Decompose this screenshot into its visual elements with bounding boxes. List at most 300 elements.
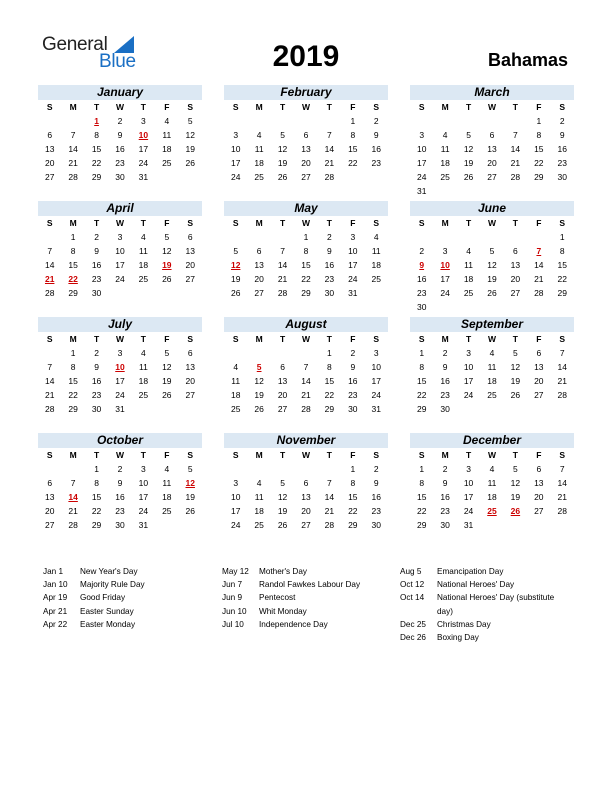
day-cell: 18 xyxy=(463,274,474,284)
day-cell: 9 xyxy=(442,478,448,488)
day-cell xyxy=(504,518,527,532)
day-cell xyxy=(155,170,178,184)
day-cell: 7 xyxy=(47,362,53,372)
day-cell: 20 xyxy=(487,158,497,168)
week-row xyxy=(38,272,202,286)
week-row xyxy=(224,230,388,244)
day-cell: 18 xyxy=(230,390,241,400)
day-cell: 19 xyxy=(277,158,288,168)
day-cell: 10 xyxy=(115,246,125,256)
month-calendar xyxy=(224,201,388,300)
weekday-label: S xyxy=(373,450,380,460)
holiday-name: Good Friday xyxy=(80,593,126,603)
day-cell: 5 xyxy=(164,348,170,358)
weekday-label: T xyxy=(93,102,100,112)
weekday-label: W xyxy=(487,450,496,460)
week-row xyxy=(410,388,574,402)
day-cell: 7 xyxy=(327,478,332,488)
day-cell: 16 xyxy=(91,376,102,386)
day-cell: 18 xyxy=(487,492,497,502)
day-cell: 21 xyxy=(324,506,335,516)
day-cell: 14 xyxy=(68,144,78,154)
day-cell xyxy=(551,402,574,416)
holiday-date: Jun 9 xyxy=(222,593,243,603)
day-cell: 16 xyxy=(557,144,567,154)
week-row xyxy=(224,402,388,416)
day-cell: 15 xyxy=(68,376,78,386)
day-cell: 17 xyxy=(371,376,381,386)
day-cell: 16 xyxy=(91,260,102,270)
month-header: September xyxy=(410,317,574,332)
day-cell xyxy=(527,300,550,314)
holiday-name: Independence Day xyxy=(259,619,328,629)
weekday-label: S xyxy=(46,102,53,112)
day-cell xyxy=(224,230,247,244)
weekday-label: S xyxy=(46,218,53,228)
holiday-entry xyxy=(43,605,208,618)
month-header: August xyxy=(224,317,388,332)
day-cell: 13 xyxy=(534,478,544,488)
day-cell: 21 xyxy=(68,158,78,168)
weekday-label: W xyxy=(487,334,496,344)
day-cell: 26 xyxy=(487,288,497,298)
holiday-day-cell: 7 xyxy=(536,246,542,256)
holiday-entry xyxy=(222,565,402,578)
day-cell: 27 xyxy=(44,520,55,530)
day-cell: 24 xyxy=(230,520,241,530)
month-calendar xyxy=(224,433,388,532)
day-cell: 13 xyxy=(185,246,195,256)
month-header: January xyxy=(38,85,202,100)
day-cell: 3 xyxy=(233,130,239,140)
day-cell: 9 xyxy=(117,130,123,140)
day-cell: 12 xyxy=(277,144,288,154)
day-cell: 31 xyxy=(463,520,474,530)
day-cell: 11 xyxy=(487,362,497,372)
day-cell: 10 xyxy=(416,144,427,154)
day-cell: 28 xyxy=(324,520,335,530)
holiday-name: Emancipation Day xyxy=(437,567,504,576)
week-row xyxy=(38,388,202,402)
day-cell: 8 xyxy=(94,130,99,140)
day-cell: 26 xyxy=(162,390,172,400)
weekday-label: F xyxy=(536,450,542,460)
day-cell: 28 xyxy=(557,390,567,400)
day-cell: 15 xyxy=(348,492,358,502)
holiday-day-cell: 9 xyxy=(419,260,425,270)
day-cell: 23 xyxy=(115,158,125,168)
day-cell: 18 xyxy=(440,158,450,168)
day-cell xyxy=(271,230,294,244)
week-row xyxy=(410,300,574,314)
day-cell: 3 xyxy=(373,348,379,358)
day-cell: 2 xyxy=(559,116,565,126)
weekday-label: M xyxy=(255,102,263,112)
day-cell: 9 xyxy=(94,246,99,256)
day-cell: 23 xyxy=(324,274,335,284)
holiday-name: Easter Monday xyxy=(80,619,136,629)
holiday-entry xyxy=(400,618,572,631)
day-cell: 19 xyxy=(463,158,474,168)
day-cell: 28 xyxy=(68,172,78,182)
holiday-entry xyxy=(222,591,402,604)
day-cell: 26 xyxy=(463,172,474,182)
week-row xyxy=(38,490,202,504)
weekday-label: W xyxy=(115,334,124,344)
weekday-label: F xyxy=(350,450,356,460)
day-cell: 1 xyxy=(419,348,425,358)
day-cell: 27 xyxy=(44,172,55,182)
weekday-row xyxy=(410,448,574,462)
day-cell: 9 xyxy=(94,362,99,372)
month-header: December xyxy=(410,433,574,448)
day-cell: 2 xyxy=(94,348,99,358)
day-cell: 24 xyxy=(463,390,474,400)
weekday-label: S xyxy=(232,450,239,460)
day-cell xyxy=(480,114,503,128)
day-cell: 11 xyxy=(371,246,381,256)
day-cell: 9 xyxy=(350,362,356,372)
day-cell: 6 xyxy=(303,478,309,488)
day-cell xyxy=(433,300,456,314)
day-cell: 28 xyxy=(44,404,55,414)
holiday-name: Boxing Day xyxy=(437,633,479,643)
weekday-label: M xyxy=(255,218,263,228)
day-cell xyxy=(132,402,155,416)
day-cell: 29 xyxy=(534,172,544,182)
weekday-label: F xyxy=(164,450,170,460)
day-cell: 22 xyxy=(324,390,335,400)
day-cell: 8 xyxy=(559,246,565,256)
day-cell: 23 xyxy=(557,158,567,168)
day-cell: 25 xyxy=(487,390,497,400)
holiday-day-cell: 19 xyxy=(162,260,172,270)
day-cell xyxy=(504,184,527,198)
day-cell: 14 xyxy=(510,144,521,154)
day-cell: 11 xyxy=(138,246,148,256)
day-cell: 27 xyxy=(534,506,544,516)
day-cell xyxy=(271,346,294,360)
weekday-label: F xyxy=(350,334,356,344)
day-cell: 20 xyxy=(277,390,288,400)
day-cell: 2 xyxy=(350,348,356,358)
day-cell xyxy=(224,462,247,476)
day-cell: 11 xyxy=(231,376,241,386)
day-cell: 24 xyxy=(463,506,474,516)
day-cell xyxy=(457,114,480,128)
day-cell: 4 xyxy=(164,116,170,126)
day-cell: 8 xyxy=(70,246,76,256)
day-cell xyxy=(480,300,503,314)
day-cell: 30 xyxy=(324,288,335,298)
day-cell: 7 xyxy=(70,130,76,140)
day-cell: 10 xyxy=(371,362,381,372)
weekday-label: M xyxy=(255,334,263,344)
day-cell: 29 xyxy=(91,520,102,530)
day-cell: 27 xyxy=(487,172,497,182)
day-cell: 25 xyxy=(371,274,381,284)
day-cell xyxy=(457,230,480,244)
week-row xyxy=(224,518,388,532)
holiday-day-cell: 10 xyxy=(138,130,149,140)
day-cell: 30 xyxy=(115,520,125,530)
day-cell xyxy=(271,462,294,476)
day-cell: 22 xyxy=(348,158,358,168)
weekday-label: W xyxy=(301,218,310,228)
day-cell: 12 xyxy=(510,362,521,372)
day-cell: 14 xyxy=(557,478,567,488)
month-header: July xyxy=(38,317,202,332)
weekday-label: T xyxy=(512,218,518,228)
day-cell xyxy=(294,346,317,360)
week-row xyxy=(224,244,388,258)
holiday-column xyxy=(400,565,572,644)
week-row xyxy=(38,258,202,272)
day-cell: 27 xyxy=(185,390,195,400)
day-cell: 30 xyxy=(115,172,125,182)
week-row xyxy=(224,490,388,504)
day-cell: 23 xyxy=(371,158,381,168)
weekday-label: S xyxy=(187,450,194,460)
day-cell: 11 xyxy=(162,130,172,140)
day-cell: 2 xyxy=(373,464,379,474)
weekday-label: M xyxy=(69,218,77,228)
day-cell: 4 xyxy=(442,130,448,140)
day-cell: 22 xyxy=(416,390,427,400)
weekday-label: S xyxy=(46,334,53,344)
day-cell: 17 xyxy=(463,376,474,386)
day-cell: 12 xyxy=(277,492,288,502)
week-row xyxy=(38,374,202,388)
weekday-label: S xyxy=(373,334,380,344)
weekday-row xyxy=(38,100,202,114)
week-row xyxy=(38,476,202,490)
day-cell: 2 xyxy=(117,116,123,126)
day-cell xyxy=(527,184,550,198)
weekday-label: T xyxy=(279,450,286,460)
day-cell: 15 xyxy=(416,376,427,386)
week-row xyxy=(224,142,388,156)
holiday-name: National Heroes' Day (substitute day) xyxy=(437,593,555,616)
day-cell: 3 xyxy=(442,246,448,256)
weekday-label: T xyxy=(465,334,472,344)
holiday-entry xyxy=(222,605,402,618)
day-cell: 4 xyxy=(141,348,146,358)
day-cell: 17 xyxy=(230,506,241,516)
week-row xyxy=(410,360,574,374)
day-cell: 26 xyxy=(277,520,288,530)
weekday-label: S xyxy=(187,102,194,112)
day-cell: 13 xyxy=(254,260,264,270)
day-cell: 22 xyxy=(557,274,567,284)
day-cell: 11 xyxy=(162,478,172,488)
holiday-date: Dec 25 xyxy=(400,619,426,629)
day-cell xyxy=(247,462,270,476)
weekday-label: F xyxy=(350,218,356,228)
weekday-label: T xyxy=(465,102,472,112)
weekday-row xyxy=(224,448,388,462)
day-cell xyxy=(247,230,270,244)
month-calendar xyxy=(410,433,574,532)
weekday-row xyxy=(38,448,202,462)
day-cell: 3 xyxy=(350,232,356,242)
day-cell: 22 xyxy=(91,506,102,516)
holiday-column xyxy=(222,565,402,631)
week-row xyxy=(410,184,574,198)
day-cell: 26 xyxy=(277,172,288,182)
day-cell: 2 xyxy=(117,464,123,474)
month-calendar xyxy=(38,201,202,300)
day-cell: 23 xyxy=(440,390,450,400)
day-cell: 4 xyxy=(466,246,471,256)
day-cell: 26 xyxy=(510,390,521,400)
holiday-entry xyxy=(400,631,572,644)
logo-general-text: General xyxy=(42,34,108,55)
day-cell: 13 xyxy=(510,260,521,270)
weekday-label: T xyxy=(140,218,146,228)
holiday-date: Apr 22 xyxy=(43,619,68,629)
weekday-label: T xyxy=(93,450,100,460)
weekday-row xyxy=(410,332,574,346)
day-cell xyxy=(504,300,527,314)
day-cell: 3 xyxy=(117,348,123,358)
day-cell xyxy=(61,462,84,476)
day-cell: 19 xyxy=(510,492,521,502)
month-header: May xyxy=(224,201,388,216)
day-cell: 6 xyxy=(256,246,262,256)
weekday-label: T xyxy=(512,102,518,112)
day-cell: 5 xyxy=(187,464,193,474)
day-cell: 11 xyxy=(254,144,264,154)
holiday-date: Oct 12 xyxy=(400,580,425,590)
day-cell: 26 xyxy=(185,158,195,168)
week-row xyxy=(410,504,574,518)
week-row xyxy=(224,114,388,128)
week-row xyxy=(224,462,388,476)
day-cell: 12 xyxy=(162,246,172,256)
week-row xyxy=(38,128,202,142)
day-cell: 4 xyxy=(373,232,379,242)
day-cell: 25 xyxy=(162,158,172,168)
holiday-day-cell: 12 xyxy=(230,260,241,270)
week-row xyxy=(410,490,574,504)
day-cell xyxy=(480,230,503,244)
week-row xyxy=(224,476,388,490)
day-cell: 10 xyxy=(138,478,149,488)
day-cell: 17 xyxy=(230,158,241,168)
holiday-date: Oct 14 xyxy=(400,593,425,603)
day-cell: 31 xyxy=(371,404,381,414)
weekday-label: T xyxy=(326,334,332,344)
day-cell: 4 xyxy=(256,478,262,488)
day-cell: 30 xyxy=(91,404,102,414)
day-cell: 11 xyxy=(138,362,148,372)
day-cell: 16 xyxy=(115,144,125,154)
day-cell xyxy=(155,286,178,300)
day-cell: 6 xyxy=(513,246,518,256)
day-cell: 5 xyxy=(466,130,471,140)
day-cell: 17 xyxy=(115,376,125,386)
day-cell: 8 xyxy=(70,362,76,372)
weekday-label: S xyxy=(559,102,566,112)
day-cell: 19 xyxy=(510,376,521,386)
day-cell: 2 xyxy=(94,232,99,242)
day-cell: 1 xyxy=(559,232,565,242)
day-cell xyxy=(247,114,270,128)
weekday-label: S xyxy=(46,450,53,460)
weekday-label: S xyxy=(232,218,239,228)
day-cell: 19 xyxy=(230,274,241,284)
day-cell: 5 xyxy=(280,478,285,488)
day-cell: 27 xyxy=(277,404,288,414)
day-cell: 18 xyxy=(162,492,172,502)
holiday-day-cell: 25 xyxy=(487,506,497,516)
week-row xyxy=(38,114,202,128)
day-cell: 24 xyxy=(371,390,381,400)
day-cell xyxy=(457,300,480,314)
day-cell xyxy=(38,230,61,244)
day-cell: 10 xyxy=(463,362,474,372)
day-cell: 19 xyxy=(277,506,288,516)
week-row xyxy=(38,504,202,518)
day-cell: 17 xyxy=(138,144,149,154)
holiday-entry xyxy=(43,565,208,578)
day-cell: 5 xyxy=(187,116,193,126)
weekday-row xyxy=(224,332,388,346)
weekday-row xyxy=(410,216,574,230)
day-cell: 16 xyxy=(324,260,335,270)
day-cell: 1 xyxy=(419,464,425,474)
week-row xyxy=(224,272,388,286)
day-cell: 14 xyxy=(557,362,567,372)
day-cell: 13 xyxy=(44,144,55,154)
day-cell: 30 xyxy=(440,404,450,414)
week-row xyxy=(38,156,202,170)
day-cell: 2 xyxy=(419,246,425,256)
day-cell: 13 xyxy=(487,144,497,154)
holiday-day-cell: 12 xyxy=(185,478,195,488)
week-row xyxy=(410,374,574,388)
week-row xyxy=(410,272,574,286)
day-cell: 20 xyxy=(510,274,521,284)
weekday-row xyxy=(224,216,388,230)
day-cell: 30 xyxy=(440,520,450,530)
day-cell: 31 xyxy=(348,288,358,298)
weekday-label: S xyxy=(187,218,194,228)
holiday-name: Pentecost xyxy=(259,593,296,603)
day-cell: 18 xyxy=(138,260,149,270)
holiday-name: Majority Rule Day xyxy=(80,580,145,590)
day-cell: 18 xyxy=(487,376,497,386)
holiday-date: Dec 26 xyxy=(400,633,426,643)
day-cell xyxy=(271,114,294,128)
weekday-label: T xyxy=(512,334,518,344)
day-cell: 21 xyxy=(324,158,335,168)
day-cell: 28 xyxy=(44,288,55,298)
weekday-row xyxy=(38,216,202,230)
day-cell: 9 xyxy=(327,246,332,256)
day-cell: 4 xyxy=(164,464,170,474)
day-cell xyxy=(132,286,155,300)
weekday-label: W xyxy=(301,102,310,112)
weekday-label: F xyxy=(536,334,542,344)
day-cell xyxy=(480,518,503,532)
day-cell: 29 xyxy=(301,288,311,298)
day-cell xyxy=(504,114,527,128)
holiday-day-cell: 1 xyxy=(94,116,99,126)
day-cell: 14 xyxy=(324,144,335,154)
holiday-day-cell: 21 xyxy=(44,274,55,284)
